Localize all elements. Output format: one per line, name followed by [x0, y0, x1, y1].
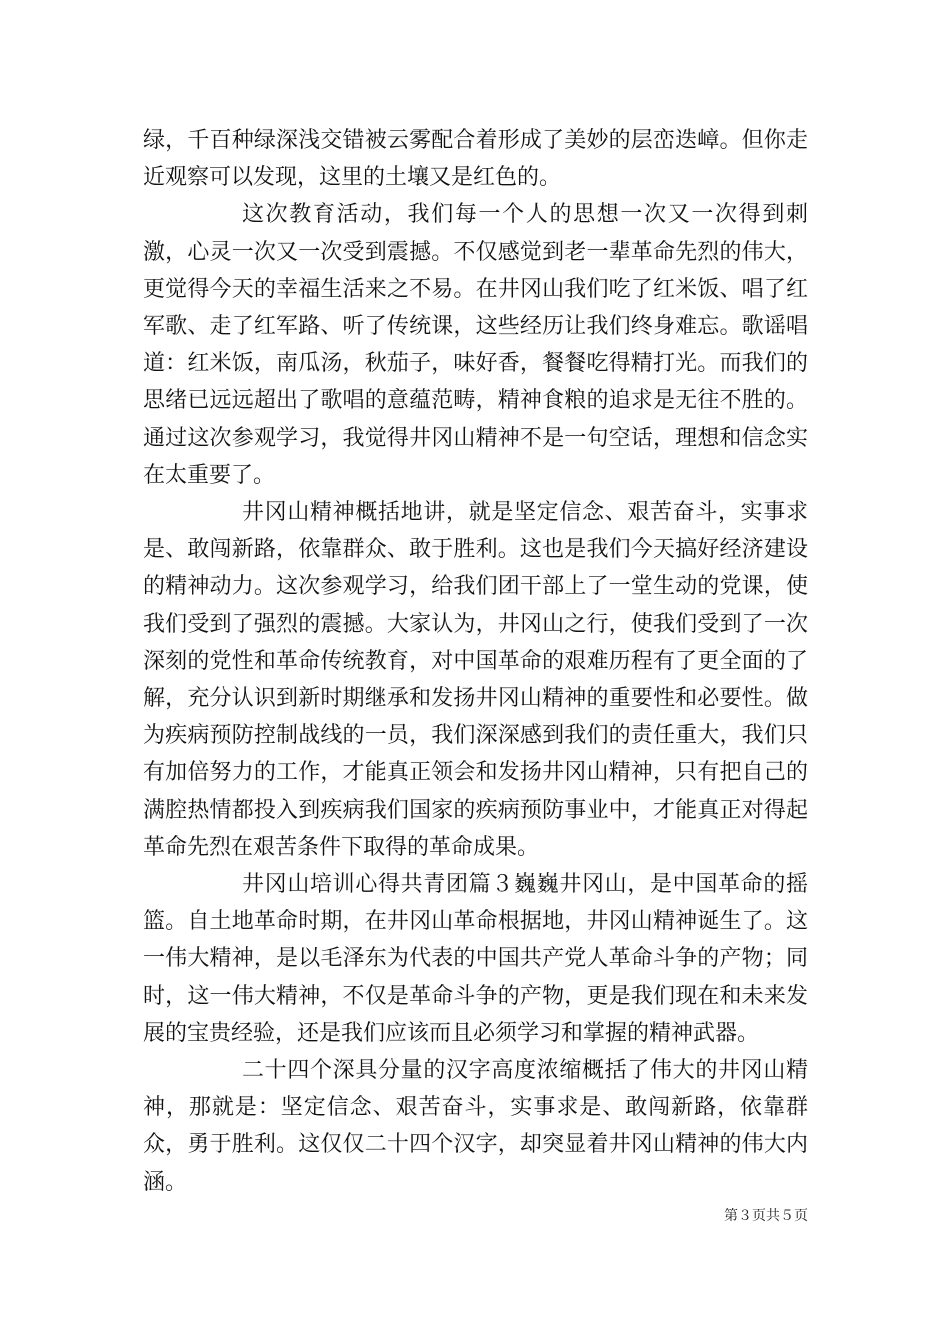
paragraph-1: 绿，千百种绿深浅交错被云雾配合着形成了美妙的层峦迭嶂。但你走近观察可以发现，这里的土壤又是红色的。: [143, 128, 808, 191]
paragraph-4: 井冈山培训心得共青团篇３巍巍井冈山，是中国革命的摇篮。自土地革命时期，在井冈山革命根据地，井冈山精神诞生了。这一伟大精神，是以毛泽东为代表的中国共产党人革命斗争的产物；同时，这一伟大精神，不仅是革命斗争的产物，更是我们现在和未来发展的宝贵经验，还是我们应该而且必须学习和掌握的精神武器。: [143, 872, 808, 1046]
page-number-footer: 第３页共５页: [724, 1208, 808, 1224]
body-text: [143, 122, 808, 1201]
paragraph-2: 这次教育活动，我们每一个人的思想一次又一次得到刺激，心灵一次又一次受到震撼。不仅感觉到老一辈革命先烈的伟大，更觉得今天的幸福生活来之不易。在井冈山我们吃了红米饭、唱了红军歌、走了红军路、听了传统课，这些经历让我们终身难忘。歌谣唱道：红米饭，南瓜汤，秋茄子，味好香，餐餐吃得精打光。而我们的思绪已远远超出了歌唱的意蕴范畴，精神食粮的追求是无往不胜的。通过这次参观学习，我觉得井冈山精神不是一句空话，理想和信念实在太重要了。: [143, 202, 808, 488]
paragraph-5: 二十四个深具分量的汉字高度浓缩概括了伟大的井冈山精神，那就是：坚定信念、艰苦奋斗，实事求是、敢闯新路，依靠群众，勇于胜利。这仅仅二十四个汉字，却突显着井冈山精神的伟大内涵。: [143, 1058, 808, 1195]
paragraph-3: 井冈山精神概括地讲，就是坚定信念、艰苦奋斗，实事求是、敢闯新路，依靠群众、敢于胜利。这也是我们今天搞好经济建设的精神动力。这次参观学习，给我们团干部上了一堂生动的党课，使我们受到了强烈的震撼。大家认为，井冈山之行，使我们受到了一次深刻的党性和革命传统教育，对中国革命的艰难历程有了更全面的了解，充分认识到新时期继承和发扬井冈山精神的重要性和必要性。做为疾病预防控制战线的一员，我们深深感到我们的责任重大，我们只有加倍努力的工作，才能真正领会和发扬井冈山精神，只有把自己的满腔热情都投入到疾病我们国家的疾病预防事业中，才能真正对得起革命先烈在艰苦条件下取得的革命成果。: [143, 500, 808, 860]
